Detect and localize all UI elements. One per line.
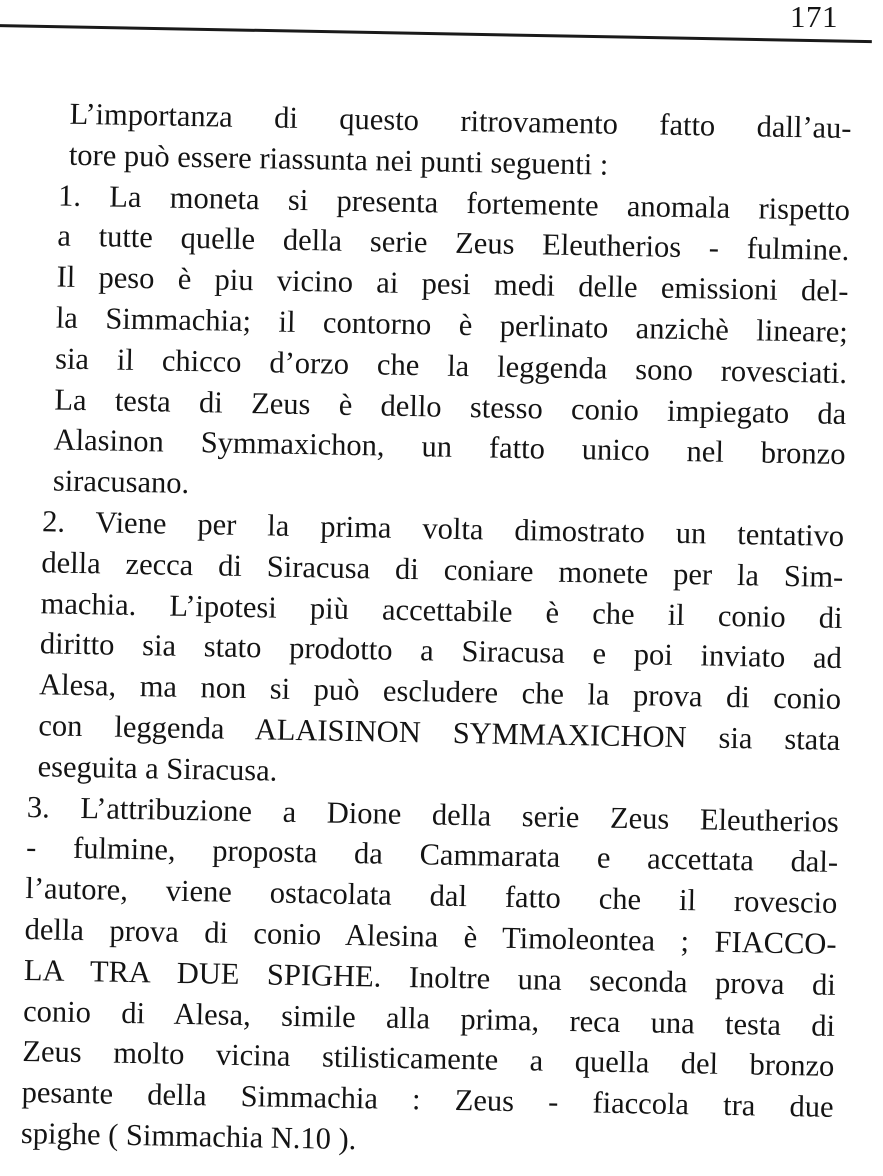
text-line: L’importanza di questo ritrovamento fatto dall’au- bbox=[69, 96, 852, 146]
text-line: conio di Alesa, simile alla prima, reca una testa di bbox=[22, 993, 836, 1043]
text-line: La testa di Zeus è dello stesso conio impiegato da bbox=[54, 382, 847, 431]
text-line: 2. Viene per la prima volta dimostrato un tentativo bbox=[41, 504, 845, 553]
text-line: - fulmine, proposta da Cammarata e accettata dal- bbox=[25, 830, 839, 880]
text-line: Zeus molto vicina stilisticamente a quella del bronzo bbox=[22, 1034, 835, 1084]
text-line: con leggenda ALAISINON SYMMAXICHON sia stata bbox=[38, 708, 841, 757]
text-line: siracusano. bbox=[52, 463, 190, 501]
text-line: 3. L’attribuzione a Dione della serie Zeus Eleutherios bbox=[26, 789, 840, 839]
text-line: Alesa, ma non si può escludere che la prova di conio bbox=[38, 667, 842, 717]
text-line: spighe ( Simmachia N.10 ). bbox=[20, 1115, 357, 1157]
text-line: Il peso è piu vicino ai pesi medi delle emissioni del- bbox=[56, 259, 849, 309]
body-text bbox=[11, 93, 852, 1169]
text-line: machia. L’ipotesi più accettabile è che il conio di bbox=[40, 585, 843, 635]
text-line: la Simmachia; il contorno è perlinato anzichè lineare; bbox=[55, 300, 849, 350]
text-line: 1. La moneta si presenta fortemente anomala rispetto bbox=[57, 178, 851, 227]
text-line: l’autore, viene ostacolata dal fatto che il rovescio bbox=[25, 871, 838, 921]
page-number: 171 bbox=[790, 0, 838, 34]
text-line: Alasinon Symmaxichon, un fatto unico nel bronzo bbox=[53, 422, 846, 472]
text-line: eseguita a Siracusa. bbox=[37, 749, 278, 788]
header-rule bbox=[0, 24, 872, 43]
text-line: della prova di conio Alesina è Timoleontea ; FIACCO- bbox=[24, 911, 837, 961]
text-line: della zecca di Siracusa di coniare monete per la Sim- bbox=[41, 545, 844, 594]
text-line: pesante della Simmachia : Zeus - fiaccola tra due bbox=[21, 1075, 834, 1125]
text-line: diritto sia stato prodotto a Siracusa e poi inviato ad bbox=[39, 626, 843, 676]
text-line: tore può essere riassunta nei punti seguenti : bbox=[68, 137, 609, 182]
text-line: LA TRA DUE SPIGHE. Inoltre una seconda prova di bbox=[23, 952, 837, 1002]
text-line: sia il chicco d’orzo che la leggenda sono rovesciati. bbox=[54, 341, 848, 390]
text-line: a tutte quelle della serie Zeus Eleutherios - fulmine. bbox=[57, 218, 850, 268]
